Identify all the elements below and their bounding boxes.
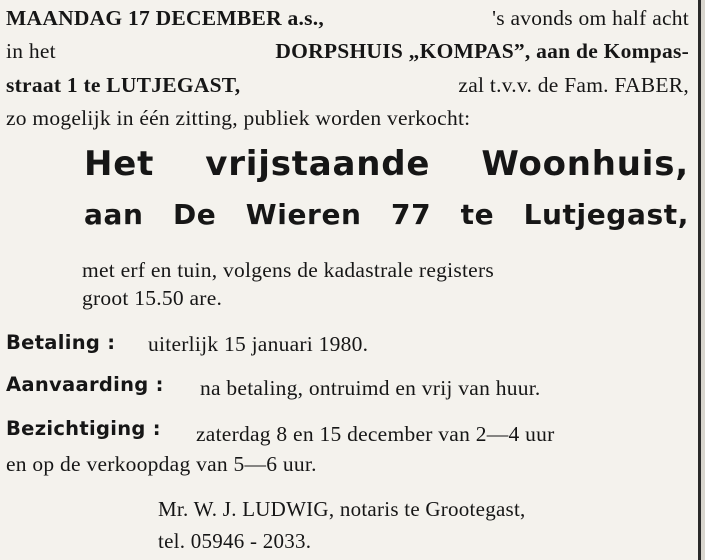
headline-word: vrijstaande [205, 144, 431, 184]
intro-line-2 [6, 39, 689, 64]
payment-value: uiterlijk 15 januari 1980. [148, 332, 369, 356]
notary-signature: Mr. W. J. LUDWIG, notaris te Grootegast, [158, 497, 526, 521]
auction-date: MAANDAG 17 DECEMBER a.s., [6, 6, 324, 30]
description-line-1: met erf en tuin, volgens de kadastrale registers [82, 258, 494, 282]
auction-beneficiary: zal t.v.v. de Fam. FABER, [458, 73, 689, 97]
acceptance-label: Aanvaarding : [6, 373, 164, 396]
intro-line-2-pre: in het [6, 39, 56, 63]
headline-word: Het [84, 144, 155, 184]
venue-street: straat 1 te LUTJEGAST, [6, 73, 241, 97]
payment-label: Betaling : [6, 331, 116, 354]
viewing-label: Bezichtiging : [6, 417, 161, 440]
intro-line-4: zo mogelijk in één zitting, publiek worden verkocht: [6, 106, 471, 130]
viewing-value-2: en op de verkoopdag van 5—6 uur. [6, 452, 317, 476]
column-rule [698, 0, 701, 560]
intro-line-3 [6, 73, 689, 98]
headline-word: De [172, 198, 217, 231]
notary-phone: tel. 05946 - 2033. [158, 529, 312, 553]
headline-address [84, 198, 689, 231]
auction-venue: DORPSHUIS „KOMPAS”, aan de Kompas- [275, 39, 689, 63]
intro-line-1 [6, 6, 689, 31]
headline-word: 77 [391, 198, 432, 231]
auction-time: 's avonds om half acht [492, 6, 689, 30]
viewing-row [6, 416, 161, 441]
acceptance-value: na betaling, ontruimd en vrij van huur. [200, 376, 541, 400]
payment-row [6, 330, 115, 355]
headline-property [84, 144, 689, 184]
viewing-value: zaterdag 8 en 15 december van 2—4 uur [196, 422, 555, 446]
headline-word: Wieren [245, 198, 362, 231]
headline-word: Woonhuis, [481, 144, 689, 184]
headline-word: aan [84, 198, 144, 231]
headline-word: Lutjegast, [523, 198, 689, 231]
acceptance-row [6, 372, 164, 397]
description-line-2: groot 15.50 are. [82, 286, 223, 310]
headline-word: te [460, 198, 495, 231]
page-edge [701, 0, 705, 560]
